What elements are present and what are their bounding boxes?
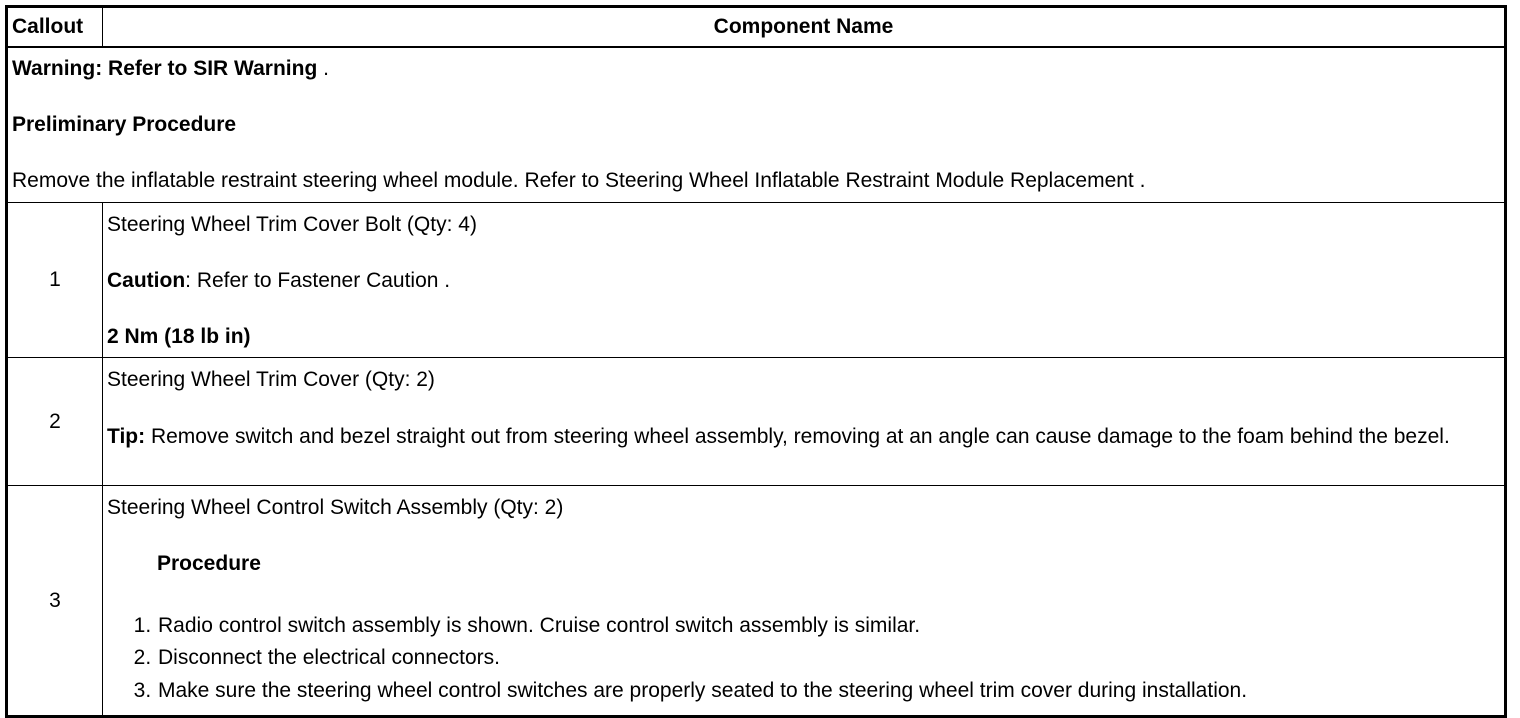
preliminary-procedure-heading: Preliminary Procedure (12, 113, 237, 137)
component-cell (103, 486, 1506, 717)
procedure-steps (107, 610, 1500, 708)
table-row (7, 202, 1506, 358)
tip-text: Remove switch and bezel straight out from steering wheel assembly, removing at an angle can cause damage to the foam behind the bezel. (145, 425, 1450, 449)
sir-warning-link[interactable]: Warning: Refer to SIR Warning (12, 57, 318, 80)
intro-row (7, 47, 1506, 202)
callout-number: 2 (7, 358, 103, 486)
component-cell (103, 358, 1506, 486)
caution-note (107, 268, 1500, 293)
torque-spec: 2 Nm (18 lb in) (107, 324, 251, 348)
callout-column-header: Callout (7, 7, 103, 48)
component-table (5, 5, 1507, 718)
caution-text[interactable]: : Refer to Fastener Caution . (185, 268, 451, 292)
callout-number: 1 (7, 202, 103, 358)
procedure-step: 3. Make sure the steering wheel control switches are properly seated to the steering wheel trim cover during installation. (157, 675, 1500, 708)
component-name: Steering Wheel Trim Cover (Qty: 2) (107, 368, 435, 392)
sir-warning (12, 56, 1500, 81)
sir-warning-tail: . (323, 57, 329, 80)
table-header-row (7, 7, 1506, 48)
procedure-heading: Procedure (157, 552, 261, 576)
component-cell (103, 202, 1506, 358)
preliminary-procedure-text: Remove the inflatable restraint steering wheel module. Refer to Steering Wheel Inflatable Restraint Module Replacement . (12, 169, 1146, 193)
procedure-step: 1. Radio control switch assembly is shown. Cruise control switch assembly is similar. (157, 610, 1500, 643)
procedure-step: 2. Disconnect the electrical connectors. (157, 642, 1500, 675)
table-row (7, 486, 1506, 717)
component-name: Steering Wheel Trim Cover Bolt (Qty: 4) (107, 212, 477, 236)
tip-note (107, 423, 1500, 451)
component-name: Steering Wheel Control Switch Assembly (Qty: 2) (107, 496, 564, 520)
tip-label: Tip: (107, 425, 146, 449)
callout-number: 3 (7, 486, 103, 717)
intro-cell (7, 47, 1506, 202)
component-name-column-header: Component Name (103, 7, 1506, 48)
caution-label: Caution (107, 268, 186, 292)
table-row (7, 358, 1506, 486)
